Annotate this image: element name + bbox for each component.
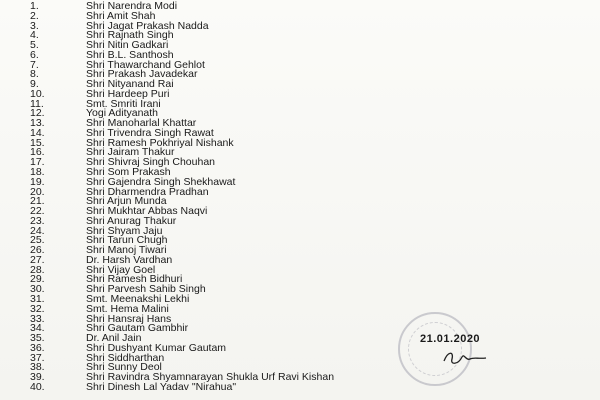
entry-name: Shri Jagat Prakash Nadda	[86, 19, 209, 32]
entry-name: Yogi Adityanath	[86, 107, 159, 120]
entry-name: Smt. Hema Malini	[86, 302, 169, 315]
entry-number: 21.	[30, 195, 45, 208]
entry-number: 31.	[30, 292, 45, 305]
entry-number: 13.	[30, 117, 45, 130]
entry-name: Shri Dinesh Lal Yadav "Nirahua"	[86, 380, 237, 393]
entry-number: 17.	[30, 156, 45, 169]
entry-name: Shri Amit Shah	[86, 9, 156, 22]
list-item	[30, 380, 470, 393]
entry-name: Shri Jairam Thakur	[86, 146, 175, 159]
entry-name: Dr. Harsh Vardhan	[86, 253, 173, 266]
entry-number: 14.	[30, 126, 45, 139]
entry-number: 16.	[30, 146, 45, 159]
entry-number: 10.	[30, 87, 45, 100]
entry-name: Shri Ramesh Pokhriyal Nishank	[86, 136, 234, 149]
entry-name: Shri Gautam Gambhir	[86, 322, 189, 335]
entry-name: Shri Hansraj Hans	[86, 312, 172, 325]
entry-number: 40.	[30, 380, 45, 393]
entry-number: 3.	[30, 19, 39, 32]
entry-number: 18.	[30, 166, 45, 179]
entry-name: Shri Hardeep Puri	[86, 87, 170, 100]
entry-number: 39.	[30, 371, 45, 384]
entry-number: 30.	[30, 283, 45, 296]
entry-number: 7.	[30, 58, 39, 71]
document-date: 21.01.2020	[420, 333, 481, 345]
entry-name: Smt. Smriti Irani	[86, 97, 161, 110]
entry-number: 28.	[30, 263, 45, 276]
entry-name: Shri B.L. Santhosh	[86, 48, 174, 61]
entry-name: Shri Arjun Munda	[86, 195, 167, 208]
entry-number: 1.	[30, 0, 39, 12]
entry-name: Shri Gajendra Singh Shekhawat	[86, 175, 236, 188]
entry-name: Shri Nitin Gadkari	[86, 39, 169, 52]
entry-number: 5.	[30, 39, 39, 52]
entry-name: Shri Narendra Modi	[86, 0, 178, 12]
entry-name: Shri Nityanand Rai	[86, 78, 174, 91]
entry-number: 34.	[30, 322, 45, 335]
entry-number: 26.	[30, 244, 45, 257]
entry-name: Dr. Anil Jain	[86, 332, 142, 345]
entry-name: Shri Dharmendra Pradhan	[86, 185, 209, 198]
entry-number: 27.	[30, 253, 45, 266]
entry-name: Shri Siddharthan	[86, 351, 165, 364]
entry-name: Shri Anurag Thakur	[86, 214, 177, 227]
entry-number: 22.	[30, 205, 45, 218]
entry-number: 19.	[30, 175, 45, 188]
entry-name: Shri Parvesh Sahib Singh	[86, 283, 206, 296]
entry-number: 4.	[30, 29, 39, 42]
entry-name: Shri Prakash Javadekar	[86, 68, 198, 81]
entry-name: Shri Thawarchand Gehlot	[86, 58, 205, 71]
entry-number: 12.	[30, 107, 45, 120]
entry-number: 29.	[30, 273, 45, 286]
entry-name: Shri Tarun Chugh	[86, 234, 168, 247]
entry-name: Shri Manoharlal Khattar	[86, 117, 197, 130]
entry-number: 36.	[30, 341, 45, 354]
entry-name: Smt. Meenakshi Lekhi	[86, 292, 190, 305]
entry-number: 23.	[30, 214, 45, 227]
entry-name: Shri Vijay Goel	[86, 263, 156, 276]
entry-name: Shri Ravindra Shyamnarayan Shukla Urf Ravi Kishan	[86, 371, 335, 384]
entry-number: 35.	[30, 332, 45, 345]
entry-name: Shri Manoj Tiwari	[86, 244, 167, 257]
entry-number: 38.	[30, 361, 45, 374]
entry-number: 20.	[30, 185, 45, 198]
entry-number: 11.	[30, 97, 44, 110]
entry-name: Shri Mukhtar Abbas Naqvi	[86, 205, 208, 218]
entry-number: 33.	[30, 312, 45, 325]
entry-number: 6.	[30, 48, 39, 61]
entry-name: Shri Shivraj Singh Chouhan	[86, 156, 215, 169]
entry-name: Shri Shyam Jaju	[86, 224, 163, 237]
entry-number: 8.	[30, 68, 39, 81]
signature	[440, 347, 490, 369]
entry-number: 37.	[30, 351, 45, 364]
entry-name: Shri Ramesh Bidhuri	[86, 273, 183, 286]
entry-number: 32.	[30, 302, 45, 315]
entry-name: Shri Sunny Deol	[86, 361, 162, 374]
entry-number: 25.	[30, 234, 45, 247]
entry-number: 24.	[30, 224, 45, 237]
entry-name: Shri Rajnath Singh	[86, 29, 174, 42]
entry-number: 9.	[30, 78, 39, 91]
entry-name: Shri Trivendra Singh Rawat	[86, 126, 214, 139]
entry-name: Shri Dushyant Kumar Gautam	[86, 341, 227, 354]
entry-name: Shri Som Prakash	[86, 166, 171, 179]
entry-number: 15.	[30, 136, 45, 149]
entry-number: 2.	[30, 9, 39, 22]
